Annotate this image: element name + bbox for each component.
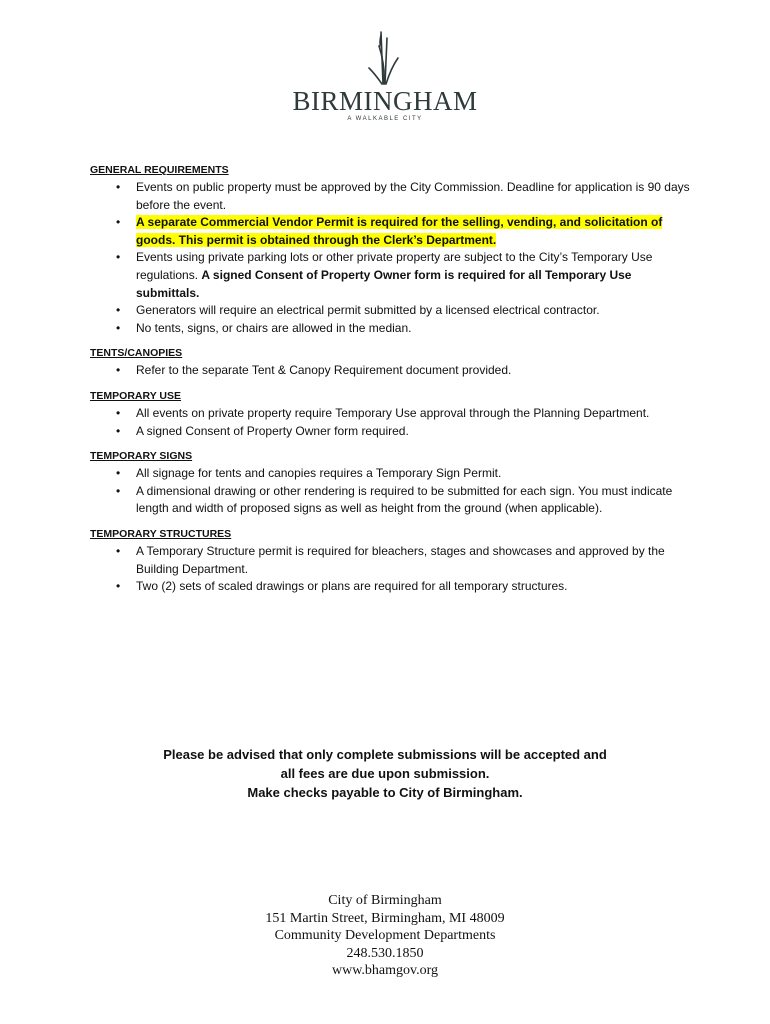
list-item: • Events on public property must be approved by the City Commission. Deadline for application is 90 days before the event. xyxy=(116,180,690,212)
section-heading: TEMPORARY SIGNS xyxy=(90,450,193,463)
bullet-icon: • xyxy=(116,320,121,335)
footer-department: Community Development Departments xyxy=(274,928,496,943)
section-heading: TEMPORARY USE xyxy=(90,389,182,402)
bold-text: A signed Consent of Property Owner form is required for all Temporary Use submittals. xyxy=(136,267,632,300)
bullet-icon: • xyxy=(116,579,121,594)
section-temporary-use xyxy=(90,389,690,440)
contact-footer xyxy=(0,892,770,980)
list-item: • Events using private parking lots or other private property are subject to the City’s Temporary Use regulations. A signed Consent of Property Owner form is required for all Temporary Use submittals. xyxy=(116,250,653,300)
bullet-icon: • xyxy=(116,363,121,378)
footer-org-name: City of Birmingham xyxy=(328,893,442,908)
notice-line: Make checks payable to City of Birmingham. xyxy=(247,785,523,800)
bullet-icon: • xyxy=(116,303,121,318)
footer-phone: 248.530.1850 xyxy=(346,945,424,961)
highlighted-text: A separate Commercial Vendor Permit is required for the selling, vending, and solicitation of goods. This permit is obtained through the Clerk’s Department. xyxy=(136,215,663,247)
notice-line: all fees are due upon submission. xyxy=(280,766,490,781)
section-tents-canopies xyxy=(90,346,690,380)
bullet-icon: • xyxy=(116,466,121,481)
section-heading: TENTS/CANOPIES xyxy=(90,347,183,360)
list-item: • Generators will require an electrical permit submitted by a licensed electrical contractor. xyxy=(90,302,690,320)
logo-wordmark: BIRMINGHAM xyxy=(292,86,478,116)
section-general-requirements xyxy=(90,163,690,337)
list-item: • Refer to the separate Tent & Canopy Requirement document provided. xyxy=(90,362,690,380)
birmingham-logo xyxy=(290,28,480,128)
list-item: • All signage for tents and canopies requires a Temporary Sign Permit. xyxy=(90,465,690,483)
list-item: • A dimensional drawing or other rendering is required to be submitted for each sign. You must indicate length and width of proposed signs as well as height from the ground (when applicable). xyxy=(116,483,673,516)
section-temporary-structures xyxy=(90,527,690,596)
list-item xyxy=(90,214,690,249)
bullet-icon: • xyxy=(116,215,121,230)
list-item: • No tents, signs, or chairs are allowed in the median. xyxy=(90,320,690,338)
footer-address: 151 Martin Street, Birmingham, MI 48009 xyxy=(265,910,505,926)
requirements-content xyxy=(90,163,690,605)
bullet-icon: • xyxy=(116,543,121,558)
submission-notice xyxy=(0,745,770,802)
logo-tagline: A WALKABLE CITY xyxy=(347,116,423,122)
list-item: • Two (2) sets of scaled drawings or plans are required for all temporary structures. xyxy=(90,578,690,596)
bullet-icon: • xyxy=(116,180,121,194)
reed-icon xyxy=(365,28,405,86)
list-item: • A Temporary Structure permit is required for bleachers, stages and showcases and approved by the Building Department. xyxy=(116,543,665,576)
list-item: • All events on private property require Temporary Use approval through the Planning Department. xyxy=(90,405,690,423)
section-heading: TEMPORARY STRUCTURES xyxy=(90,527,232,540)
footer-website: www.bhamgov.org xyxy=(331,963,439,978)
bullet-icon: • xyxy=(116,250,121,265)
bullet-icon: • xyxy=(116,423,121,438)
bullet-icon: • xyxy=(116,405,121,420)
section-heading: GENERAL REQUIREMENTS xyxy=(90,164,229,176)
bullet-icon: • xyxy=(116,483,121,498)
section-temporary-signs xyxy=(90,449,690,518)
notice-line: Please be advised that only complete submissions will be accepted and xyxy=(163,747,607,762)
list-item: • A signed Consent of Property Owner form required. xyxy=(90,423,690,441)
